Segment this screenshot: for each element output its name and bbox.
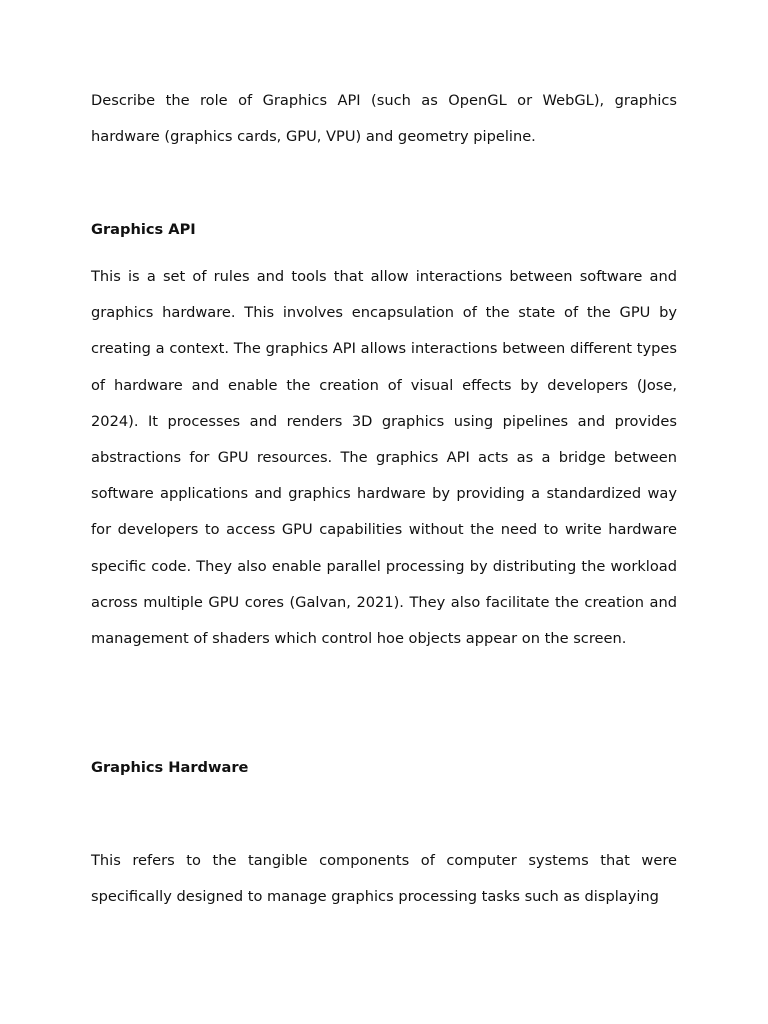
section-heading-graphics-api: Graphics API: [91, 221, 196, 238]
intro-paragraph: Describe the role of Graphics API (such as OpenGL or WebGL), graphics hardware (graphics cards, GPU, VPU) and geometry pipeline.: [91, 92, 677, 146]
section-heading-graphics-hardware: Graphics Hardware: [91, 759, 249, 776]
section-body-graphics-api: This is a set of rules and tools that allow interactions between software and graphics hardware. This involves encapsulation of the state of the GPU by creating a context. The graphics API allows interactions between different types of hardware and enable the creation of visual effects by developers (Jose, 2024). It processes and renders 3D graphics using pipelines and provides abstractions for GPU resources. The graphics API acts as a bridge between software applications and graphics hardware by providing a standardized way for developers to access GPU capabilities without the need to write hardware specific code. They also enable parallel processing by distributing the workload across multiple GPU cores (Galvan, 2021). They also facilitate the creation and management of shaders which control hoe objects appear on the screen.: [91, 268, 677, 648]
section-body-graphics-hardware: This refers to the tangible components of computer systems that were specifically designed to manage graphics processing tasks such as displaying: [91, 852, 677, 906]
